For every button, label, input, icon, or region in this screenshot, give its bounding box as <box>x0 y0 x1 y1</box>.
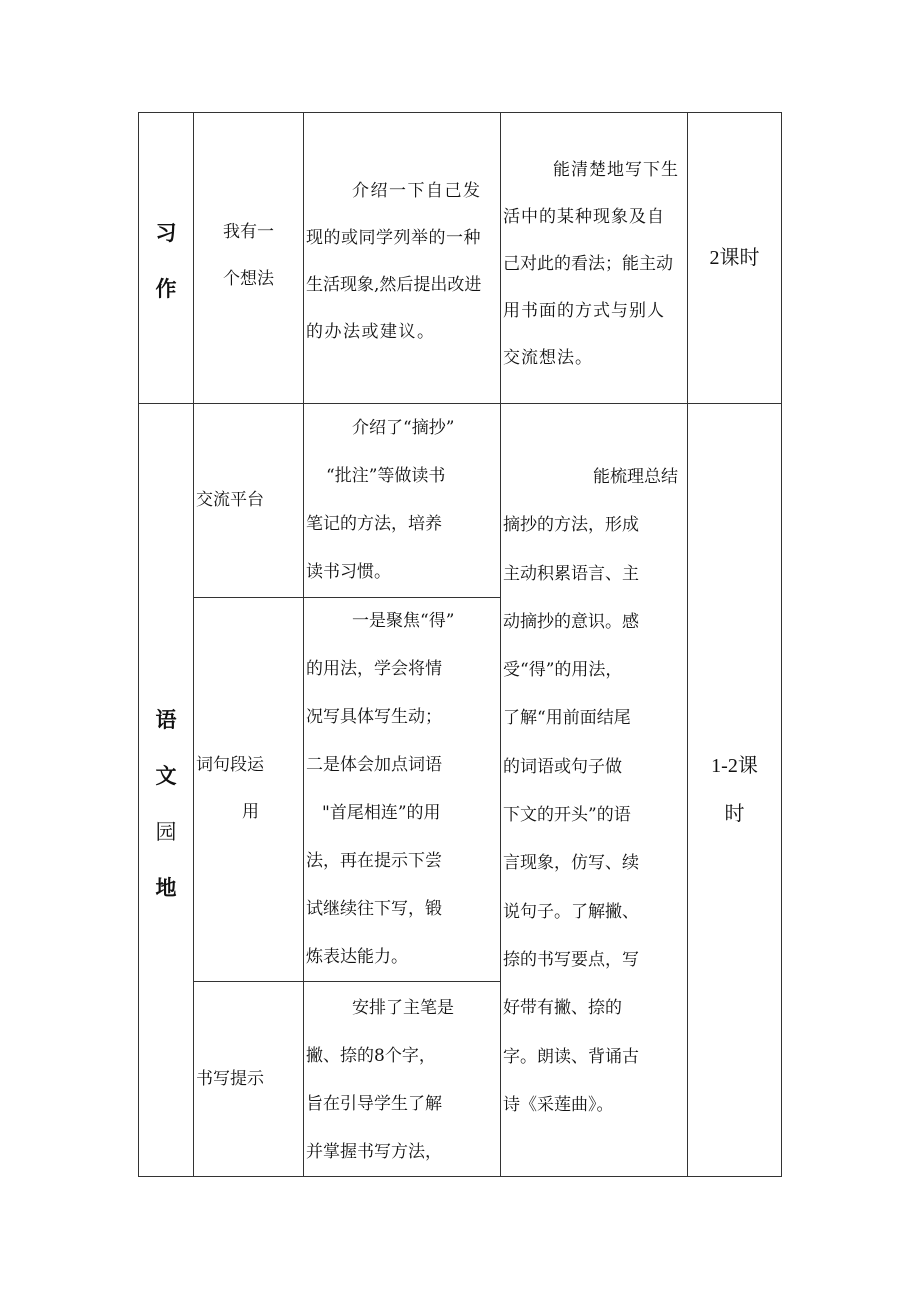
item-line: 词句段运 <box>196 755 264 775</box>
goal-line: 的词语或句子做 <box>503 756 622 777</box>
hours-cell-chinese-garden <box>688 742 781 838</box>
content-cell-writing-tips <box>306 984 500 1176</box>
category-char: 文 <box>155 764 177 788</box>
content-line: "首尾相连”的用 <box>322 803 441 823</box>
goal-line: 好带有撇、捺的 <box>503 998 622 1019</box>
content-line: 况写具体写生动； <box>306 707 442 727</box>
content-cell-word-sentence-usage <box>306 597 500 981</box>
content-line: 介绍了“摘抄” <box>352 418 455 438</box>
goal-line: 能梳理总结 <box>593 467 678 487</box>
content-cell-writing <box>306 168 500 356</box>
content-line: 生活现象,然后提出改进 <box>306 275 482 295</box>
goal-line: 字。朗读、背诵古 <box>503 1046 639 1067</box>
category-cell-writing <box>139 205 193 317</box>
content-line: 读书习惯。 <box>306 562 391 582</box>
content-line: 安排了主笔是 <box>352 998 454 1018</box>
goal-line: 摘抄的方法，形成 <box>503 515 639 536</box>
item-line: 我有一 <box>223 222 274 242</box>
item-cell-exchange-platform <box>196 477 303 524</box>
content-line: 二是体会加点词语 <box>306 755 442 775</box>
category-char: 习 <box>155 221 177 245</box>
content-line: 的办法或建议。 <box>306 322 436 342</box>
goal-line: 交流想法。 <box>503 348 593 368</box>
content-cell-exchange-platform <box>306 404 500 596</box>
goal-line: 能清楚地写下生 <box>553 160 679 180</box>
hours-text: 1-2课 <box>711 755 758 777</box>
hours-text: 2课时 <box>709 247 760 269</box>
content-line: 一是聚焦“得” <box>352 611 455 631</box>
content-line: “批注”等做读书 <box>326 466 446 486</box>
goal-line: 说句子。了解撇、 <box>503 901 639 922</box>
content-line: 介绍一下自己发 <box>352 181 482 201</box>
content-line: 的用法，学会将情 <box>306 659 442 679</box>
item-line: 书写提示 <box>196 1069 264 1089</box>
category-char: 作 <box>155 277 177 301</box>
content-line: 笔记的方法，培养 <box>306 514 442 534</box>
category-cell-chinese-garden <box>139 692 193 916</box>
content-line: 现的或同学列举的一种 <box>306 228 481 248</box>
category-char: 地 <box>155 876 177 900</box>
item-cell-writing <box>194 209 303 303</box>
item-line: 个想法 <box>223 269 274 289</box>
goal-line: 捺的书写要点，写 <box>503 949 639 970</box>
content-line: 法，再在提示下尝 <box>306 851 442 871</box>
goal-cell-chinese-garden <box>503 453 687 1129</box>
goal-line: 言现象，仿写、续 <box>503 853 639 874</box>
goal-line: 用书面的方式与别人 <box>503 301 665 321</box>
goal-line: 己对此的看法；能主动 <box>503 254 673 274</box>
goal-line: 诗《采莲曲》。 <box>503 1094 614 1115</box>
item-cell-word-sentence-usage <box>196 742 303 836</box>
item-line: 用 <box>242 802 259 822</box>
content-line: 旨在引导学生了解 <box>306 1094 442 1114</box>
goal-line: 下文的开头”的语 <box>503 805 631 826</box>
hours-cell-writing <box>688 235 781 282</box>
goal-line: 受“得”的用法， <box>503 660 623 681</box>
goal-line: 活中的某种现象及自 <box>503 207 665 227</box>
content-line: 并掌握书写方法， <box>306 1142 442 1162</box>
content-line: 撇、捺的8个字， <box>306 1046 436 1066</box>
item-cell-writing-tips <box>196 1056 303 1103</box>
category-char: 语 <box>155 708 177 732</box>
goal-line: 主动积累语言、主 <box>503 563 639 584</box>
category-char: 园 <box>155 820 177 844</box>
hours-text: 时 <box>724 803 745 825</box>
item-line: 交流平台 <box>196 490 264 510</box>
goal-line: 了解“用前面结尾 <box>503 708 631 729</box>
goal-line: 动摘抄的意识。感 <box>503 611 639 632</box>
content-line: 试继续往下写，锻 <box>306 899 442 919</box>
goal-cell-writing <box>503 147 687 382</box>
content-line: 炼表达能力。 <box>306 947 408 967</box>
